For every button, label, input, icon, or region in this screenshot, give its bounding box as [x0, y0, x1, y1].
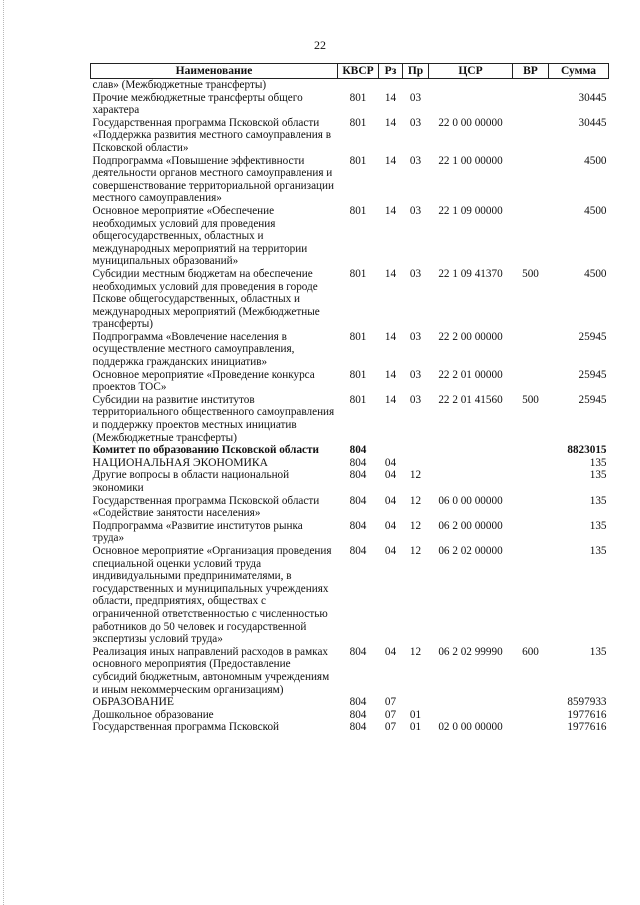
table-row: [91, 709, 609, 722]
row-csr-cell: 22 1 00 00000: [438, 154, 503, 167]
row-rz-cell: 14: [384, 154, 397, 167]
page-number: 22: [314, 38, 326, 52]
row-name-cell: Государственная программа Псковской области «Содействие занятости населения»: [92, 494, 320, 520]
row-csr-cell: 22 2 00 00000: [438, 330, 503, 343]
table-row: [91, 545, 609, 646]
row-kvsr-cell: 801: [349, 393, 367, 406]
row-rz-cell: 04: [384, 645, 397, 658]
row-vr-cell: [513, 331, 549, 369]
row-pr-cell: 12: [409, 519, 422, 532]
row-vr-cell: 500: [522, 393, 539, 406]
row-pr-cell: 12: [409, 544, 422, 557]
row-pr-cell: 03: [409, 116, 422, 129]
row-kvsr-cell: 801: [349, 116, 367, 129]
table-row: [91, 646, 609, 696]
row-pr-cell: 03: [409, 330, 422, 343]
row-csr-cell: 06 2 02 00000: [438, 544, 503, 557]
row-pr-cell: [403, 79, 429, 92]
row-sum-cell: 135: [589, 469, 607, 482]
row-rz-cell: [379, 79, 403, 92]
row-kvsr-cell: 804: [349, 444, 367, 457]
row-vr-cell: [513, 369, 549, 394]
row-pr-cell: 03: [409, 267, 422, 280]
row-name-cell: НАЦИОНАЛЬНАЯ ЭКОНОМИКА: [92, 455, 269, 469]
row-pr-cell: 03: [409, 204, 422, 217]
row-sum-cell: 135: [589, 544, 607, 557]
table-row: [91, 205, 609, 268]
row-csr-cell: 22 2 01 41560: [438, 393, 503, 406]
row-sum-cell: 4500: [584, 204, 607, 217]
row-vr-cell: [513, 79, 549, 92]
row-name-cell: Прочие межбюджетные трансферты общего характера: [92, 91, 303, 117]
row-vr-cell: 500: [522, 267, 539, 280]
row-name-cell: Государственная программа Псковской области «Поддержка развития местного самоуправления в Псковской области»: [92, 116, 332, 154]
row-rz-cell: 07: [384, 721, 397, 734]
row-csr-cell: [429, 92, 513, 117]
row-rz-cell: 04: [384, 469, 397, 482]
row-csr-cell: 06 2 02 99990: [438, 645, 503, 658]
row-sum-cell: [549, 79, 609, 92]
row-vr-cell: [513, 721, 549, 734]
row-sum-cell: 30445: [578, 116, 607, 129]
row-vr-cell: [513, 457, 549, 470]
row-rz-cell: 14: [384, 330, 397, 343]
table-row: [91, 79, 609, 92]
row-kvsr-cell: 801: [349, 204, 367, 217]
row-csr-cell: 22 1 09 41370: [438, 267, 503, 280]
row-rz-cell: 14: [384, 116, 397, 129]
header-kvsr: КВСР: [338, 64, 379, 79]
row-kvsr-cell: 801: [349, 91, 367, 104]
row-pr-cell: 03: [409, 91, 422, 104]
row-name-cell: Субсидии на развитие институтов территориального общественного самоуправления и поддержку проектов местных инициатив (Межбюджетные трансферты): [92, 393, 335, 444]
row-kvsr-cell: 804: [349, 469, 367, 482]
row-pr-cell: 12: [409, 645, 422, 658]
row-name-cell: Субсидии местным бюджетам на обеспечение необходимых условий для проведения в городе Пскове общегосударственных, областных и международных мероприятий (Межбюджетные трансферты): [92, 267, 320, 331]
row-vr-cell: [513, 155, 549, 205]
header-vr: ВР: [513, 64, 549, 79]
row-rz-cell: 04: [384, 519, 397, 532]
row-name-cell: Другие вопросы в области национальной экономики: [92, 469, 290, 494]
row-name-cell: Дошкольное образование: [92, 708, 214, 721]
row-sum-cell: 8823015: [567, 444, 607, 457]
table-row: [91, 696, 609, 709]
row-sum-cell: 1977616: [567, 721, 607, 734]
row-kvsr-cell: 804: [349, 645, 367, 658]
row-pr-cell: [403, 457, 429, 470]
row-vr-cell: [513, 444, 549, 457]
row-kvsr-cell: 804: [349, 544, 367, 557]
row-pr-cell: 12: [409, 469, 422, 482]
row-kvsr-cell: 801: [349, 267, 367, 280]
row-sum-cell: 25945: [578, 330, 607, 343]
row-rz-cell: [379, 444, 403, 457]
row-name-cell: Подпрограмма «Вовлечение населения в осуществление местного самоуправления, поддержка гражданских инициатив»: [92, 330, 295, 369]
row-pr-cell: 01: [409, 708, 422, 721]
row-sum-cell: 8597933: [567, 696, 607, 709]
table-row: [91, 495, 609, 520]
table-row: [91, 92, 609, 117]
row-csr-cell: 22 2 01 00000: [438, 368, 503, 381]
row-vr-cell: [513, 520, 549, 545]
row-vr-cell: [513, 205, 549, 268]
row-vr-cell: [513, 545, 549, 646]
row-rz-cell: 14: [384, 393, 397, 406]
table-row: [91, 331, 609, 369]
table-row: [91, 457, 609, 470]
header-name: Наименование: [91, 64, 338, 79]
row-sum-cell: 135: [589, 645, 607, 658]
row-kvsr-cell: 804: [349, 494, 367, 507]
header-csr: ЦСР: [429, 64, 513, 79]
table-row: [91, 444, 609, 457]
table-header-row: [91, 64, 609, 79]
row-name-cell: Подпрограмма «Повышение эффективности деятельности органов местного самоуправления и совершенствование территориальной организации местного самоуправления»: [92, 154, 335, 205]
row-kvsr-cell: 804: [349, 721, 367, 734]
table-row: [91, 520, 609, 545]
row-sum-cell: 25945: [578, 393, 607, 406]
row-vr-cell: [513, 495, 549, 520]
table-row: [91, 268, 609, 331]
row-csr-cell: [429, 696, 513, 709]
row-pr-cell: 03: [409, 368, 422, 381]
row-sum-cell: 135: [589, 519, 607, 532]
table-row: [91, 369, 609, 394]
row-vr-cell: [513, 696, 549, 709]
row-vr-cell: [513, 469, 549, 494]
row-pr-cell: 01: [409, 721, 422, 734]
table-row: [91, 155, 609, 205]
row-name-cell: Основное мероприятие «Обеспечение необходимых условий для проведения общегосударственных, областных и международных мероприятий на территории муниципальных образований»: [92, 204, 308, 268]
row-pr-cell: 03: [409, 154, 422, 167]
row-vr-cell: [513, 117, 549, 155]
row-pr-cell: [403, 696, 429, 709]
row-csr-cell: 06 0 00 00000: [438, 494, 503, 507]
row-csr-cell: 22 1 09 00000: [438, 204, 503, 217]
row-name-cell: Подпрограмма «Развитие институтов рынка труда»: [92, 519, 303, 545]
row-sum-cell: 4500: [584, 154, 607, 167]
row-pr-cell: 12: [409, 494, 422, 507]
row-name-cell: Государственная программа Псковской: [92, 721, 280, 734]
row-kvsr-cell: 804: [349, 708, 367, 721]
row-csr-cell: 06 2 00 00000: [438, 519, 503, 532]
row-vr-cell: 600: [522, 645, 539, 658]
row-name-cell: слав» (Межбюджетные трансферты): [92, 79, 267, 91]
row-name-cell: Реализация иных направлений расходов в рамках основного мероприятия (Предоставление субсидий бюджетным, автономным учреждениям и иным некоммерческим организациям): [92, 645, 330, 696]
row-name-cell: Основное мероприятие «Организация проведения специальной оценки условий труда индивидуальными предпринимателями, в государственных и муниципальных учреждениях области, предприятиях, обществах с ограниченной ответственностью с численностью работников до 50 человек и государственной экспертизы условий труда»: [92, 544, 332, 646]
header-sum: Сумма: [549, 64, 609, 79]
table-body: [91, 79, 609, 734]
table-row: [91, 117, 609, 155]
budget-table: [90, 63, 609, 734]
page-edge-rule: [3, 0, 4, 905]
row-name-cell: Основное мероприятие «Проведение конкурса проектов ТОС»: [92, 368, 315, 394]
row-pr-cell: [403, 444, 429, 457]
row-pr-cell: 03: [409, 393, 422, 406]
row-sum-cell: 4500: [584, 267, 607, 280]
row-vr-cell: [513, 709, 549, 722]
row-rz-cell: 14: [384, 91, 397, 104]
row-rz-cell: 14: [384, 368, 397, 381]
row-name-cell: ОБРАЗОВАНИЕ: [92, 695, 174, 709]
row-vr-cell: [513, 92, 549, 117]
row-csr-cell: 22 0 00 00000: [438, 116, 503, 129]
table-row: [91, 469, 609, 494]
row-sum-cell: 1977616: [567, 708, 607, 721]
header-pr: Пр: [403, 64, 429, 79]
row-csr-cell: 02 0 00 00000: [438, 721, 503, 734]
row-rz-cell: 07: [384, 708, 397, 721]
header-rz: Рз: [379, 64, 403, 79]
row-sum-cell: 135: [589, 456, 607, 469]
row-csr-cell: [429, 79, 513, 92]
row-kvsr-cell: 801: [349, 368, 367, 381]
row-rz-cell: 14: [384, 204, 397, 217]
row-kvsr-cell: 804: [349, 519, 367, 532]
row-csr-cell: [429, 469, 513, 494]
row-kvsr-cell: 804: [349, 696, 367, 709]
table-row: [91, 394, 609, 444]
row-sum-cell: 30445: [578, 91, 607, 104]
row-name-cell: Комитет по образованию Псковской области: [92, 444, 319, 457]
row-kvsr-cell: [338, 79, 379, 92]
row-rz-cell: 04: [384, 494, 397, 507]
row-sum-cell: 135: [589, 494, 607, 507]
table-row: [91, 721, 609, 734]
row-rz-cell: 04: [384, 544, 397, 557]
row-rz-cell: 14: [384, 267, 397, 280]
row-rz-cell: 07: [384, 696, 397, 709]
row-csr-cell: [429, 457, 513, 470]
row-kvsr-cell: 801: [349, 154, 367, 167]
row-kvsr-cell: 804: [349, 456, 367, 469]
row-kvsr-cell: 801: [349, 330, 367, 343]
row-sum-cell: 25945: [578, 368, 607, 381]
row-csr-cell: [429, 444, 513, 457]
row-rz-cell: 04: [384, 456, 397, 469]
row-csr-cell: [429, 709, 513, 722]
